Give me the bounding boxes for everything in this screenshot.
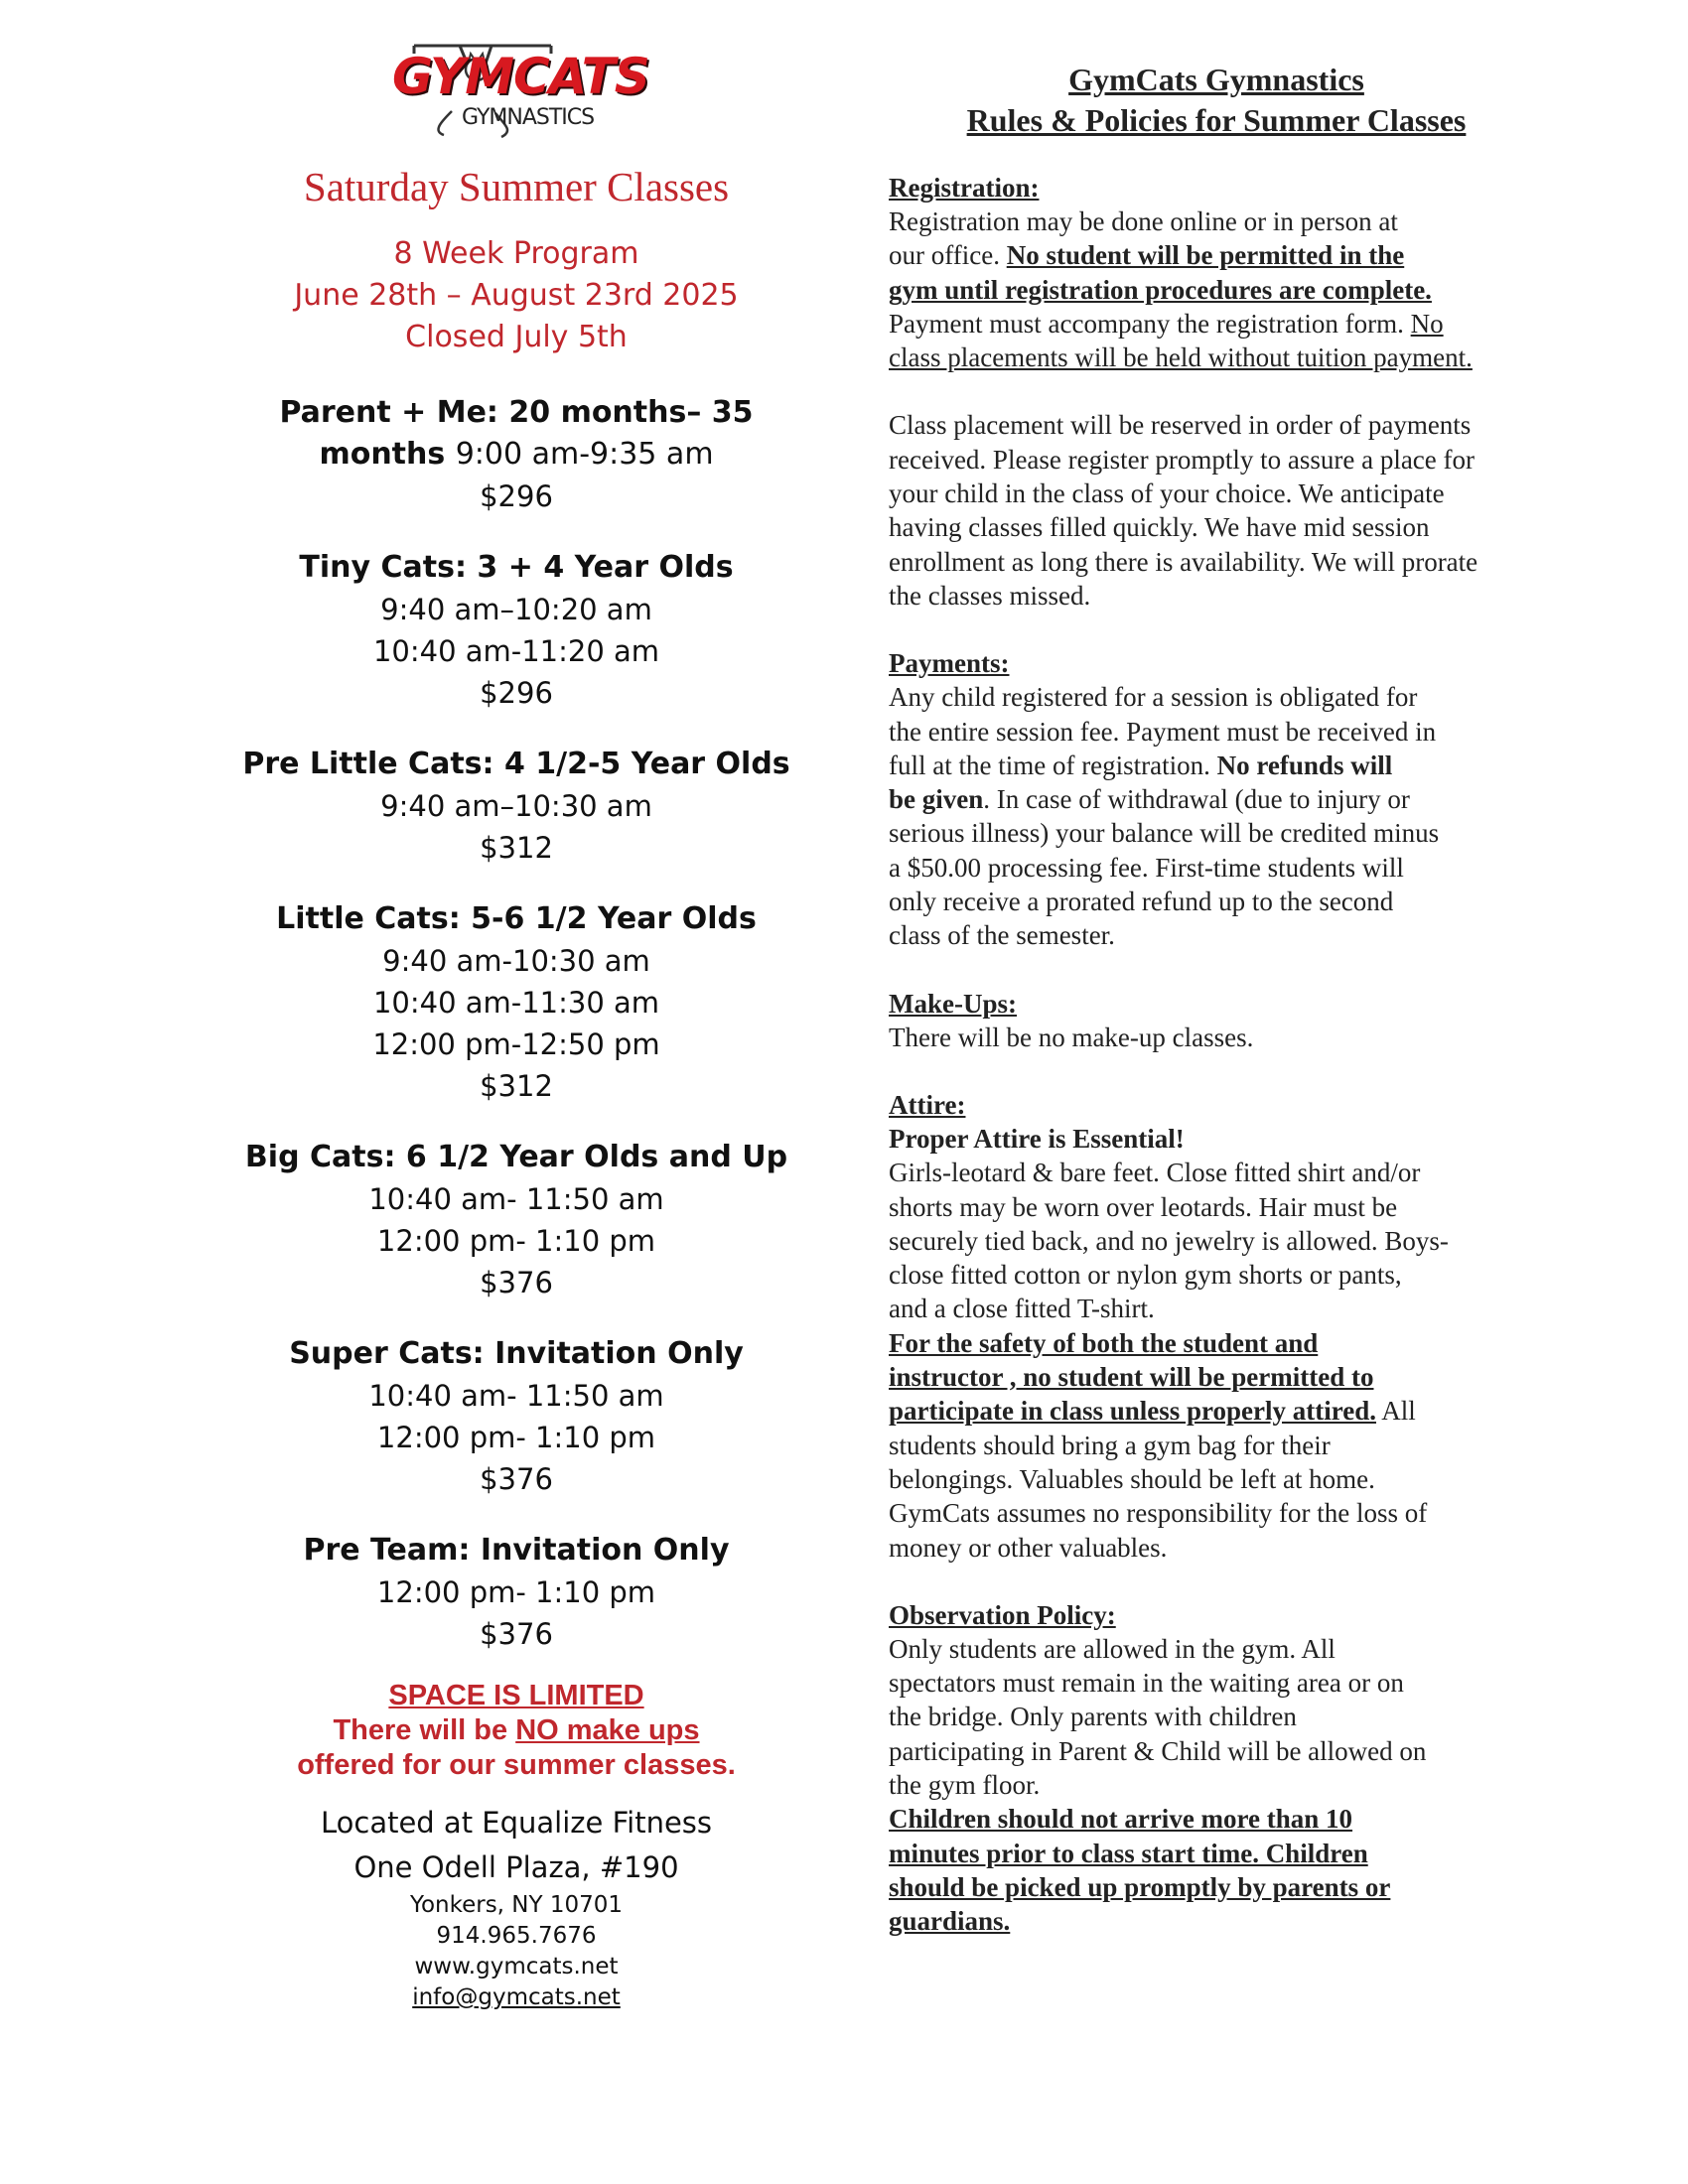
payments-heading: Payments:	[889, 648, 1010, 679]
text-span: full at the time of registration.	[889, 750, 1217, 780]
class-name-line2: months 9:00 am-9:35 am	[319, 437, 714, 473]
venue-name: Located at Equalize Fitness	[320, 1806, 713, 1841]
underline-span: No	[1410, 308, 1444, 339]
class-price: $376	[480, 1462, 553, 1497]
text-line: enrollment as long there is availability. We will prorate	[889, 546, 1478, 577]
class-time: 12:00 pm-12:50 pm	[372, 1027, 660, 1062]
class-block	[179, 547, 854, 714]
text-line: close fitted cotton or nylon gym shorts or pants,	[889, 1260, 1402, 1291]
class-time: 9:40 am–10:20 am	[380, 593, 652, 627]
text-span: All	[1376, 1396, 1416, 1427]
city-state-zip: Yonkers, NY 10701	[409, 1892, 624, 1919]
class-name: Pre Team: Invitation Only	[303, 1533, 730, 1569]
bold-span: No refunds will	[1216, 750, 1393, 780]
text-line: only receive a prorated refund up to the second	[889, 887, 1394, 917]
observation-heading: Observation Policy:	[889, 1599, 1116, 1630]
text-line	[889, 1394, 1534, 1428]
program-length: 8 Week Program	[393, 236, 639, 272]
policies-subtitle: Rules & Policies for Summer Classes	[966, 102, 1467, 138]
text-span: our office.	[889, 240, 1007, 271]
space-limited-notice	[179, 1679, 854, 1783]
text-line: participating in Parent & Child will be allowed on	[889, 1735, 1427, 1766]
emphasis-span: No student will be permitted in the	[1006, 240, 1405, 271]
text-span: . In case of withdrawal (due to injury or	[983, 784, 1410, 815]
text-line: For the safety of both the student and	[889, 1327, 1319, 1358]
text-line	[889, 782, 1534, 816]
text-line: class placements will be held without tuition payment.	[889, 342, 1473, 373]
class-block	[179, 1137, 854, 1303]
text-line	[889, 307, 1534, 341]
text-line: Class placement will be reserved in order of payments	[889, 410, 1472, 441]
attire-essential: Proper Attire is Essential!	[889, 1123, 1185, 1154]
text-line: the bridge. Only parents with children	[889, 1702, 1297, 1732]
class-price: $296	[480, 479, 553, 514]
class-block	[179, 1530, 854, 1655]
text-line: money or other valuables.	[889, 1532, 1168, 1563]
text-line: having classes filled quickly. We have mid session	[889, 512, 1430, 543]
class-block	[179, 392, 854, 517]
class-time: 10:40 am- 11:50 am	[368, 1182, 664, 1217]
text-line	[889, 749, 1534, 782]
class-price: $376	[480, 1266, 553, 1300]
text-line: guardians.	[889, 1906, 1011, 1937]
phone-number: 914.965.7676	[436, 1923, 597, 1950]
makeups-section	[889, 987, 1534, 1054]
location-info	[179, 1801, 854, 2013]
payments-section	[889, 646, 1534, 952]
program-closed: Closed July 5th	[405, 320, 628, 355]
class-time: 12:00 pm- 1:10 pm	[376, 1575, 656, 1610]
text-line: students should bring a gym bag for their	[889, 1430, 1331, 1460]
page-title: Saturday Summer Classes	[303, 164, 730, 209]
text-line: received. Please register promptly to assure a place for	[889, 444, 1476, 475]
emphasis-span: participate in class unless properly attired.	[889, 1396, 1376, 1427]
program-dates: June 28th – August 23rd 2025	[294, 278, 739, 314]
class-schedule-column	[179, 40, 854, 2013]
text-line: class of the semester.	[889, 920, 1115, 951]
text-line: the classes missed.	[889, 580, 1091, 611]
class-time: 10:40 am-11:30 am	[372, 986, 660, 1021]
text-line: Any child registered for a session is obligated for	[889, 682, 1418, 713]
class-price: $296	[480, 676, 553, 711]
text-line: should be picked up promptly by parents or	[889, 1871, 1391, 1902]
text-line: There will be no make-up classes.	[889, 1022, 1254, 1052]
class-block	[179, 1333, 854, 1500]
class-block	[179, 898, 854, 1107]
text-line: gym until registration procedures are complete.	[889, 274, 1432, 305]
street-address: One Odell Plaza, #190	[353, 1850, 679, 1885]
text-line: shorts may be worn over leotards. Hair must be	[889, 1191, 1398, 1222]
email-link[interactable]: info@gymcats.net	[412, 1984, 621, 2011]
text-line: Only students are allowed in the gym. All	[889, 1633, 1336, 1664]
class-name: Big Cats: 6 1/2 Year Olds and Up	[244, 1140, 788, 1175]
text-line: a $50.00 processing fee. First-time students will	[889, 852, 1404, 883]
makeups-heading: Make-Ups:	[889, 988, 1017, 1019]
text-span: Payment must accompany the registration form.	[889, 308, 1411, 339]
logo-sub-text: GYMNASTICS	[462, 105, 595, 130]
attire-section	[889, 1088, 1534, 1565]
class-name: Super Cats: Invitation Only	[289, 1336, 744, 1372]
text-line: spectators must remain in the waiting area or on	[889, 1668, 1404, 1699]
bold-span: be given	[889, 784, 984, 815]
registration-heading: Registration:	[889, 173, 1040, 203]
text-line: Girls-leotard & bare feet. Close fitted shirt and/or	[889, 1158, 1421, 1188]
website-link[interactable]: www.gymcats.net	[414, 1954, 619, 1980]
text-line: minutes prior to class start time. Children	[889, 1838, 1368, 1868]
class-time: 9:40 am–10:30 am	[380, 789, 652, 824]
text-line: GymCats assumes no responsibility for the loss of	[889, 1498, 1428, 1529]
text-line: Children should not arrive more than 10	[889, 1804, 1353, 1835]
class-time: 12:00 pm- 1:10 pm	[376, 1224, 656, 1259]
class-time: 10:40 am- 11:50 am	[368, 1379, 664, 1414]
text-line: Registration may be done online or in person at	[889, 206, 1398, 236]
class-block	[179, 744, 854, 869]
attire-heading: Attire:	[889, 1089, 966, 1120]
no-makeups-line	[179, 1713, 854, 1748]
logo-brand-text: GYMCATS	[392, 48, 649, 105]
class-name: Little Cats: 5-6 1/2 Year Olds	[276, 901, 757, 937]
space-limited-heading: SPACE IS LIMITED	[388, 1680, 644, 1712]
text-line: your child in the class of your choice. We anticipate	[889, 478, 1445, 509]
spacer	[889, 374, 1534, 408]
text-line: instructor , no student will be permitted to	[889, 1362, 1374, 1393]
text-line: belongings. Valuables should be left at home.	[889, 1463, 1375, 1494]
class-time: 10:40 am-11:20 am	[372, 634, 660, 669]
text-line	[889, 238, 1534, 272]
class-time: 12:00 pm- 1:10 pm	[376, 1421, 656, 1455]
class-time: 9:40 am-10:30 am	[382, 944, 650, 979]
gymcats-logo	[392, 40, 649, 149]
text-line: the entire session fee. Payment must be received in	[889, 716, 1437, 747]
text-line: securely tied back, and no jewelry is allowed. Boys-	[889, 1225, 1449, 1256]
class-name: Pre Little Cats: 4 1/2-5 Year Olds	[242, 747, 790, 782]
class-price: $376	[480, 1617, 553, 1652]
registration-section	[889, 171, 1534, 613]
text-line: and a close fitted T-shirt.	[889, 1294, 1155, 1324]
class-name: Tiny Cats: 3 + 4 Year Olds	[299, 550, 734, 586]
class-price: $312	[480, 831, 553, 866]
text-line: serious illness) your balance will be credited minus	[889, 818, 1440, 849]
class-name: Parent + Me: 20 months– 35	[279, 395, 754, 431]
observation-section	[889, 1598, 1534, 1939]
summer-classes-line: offered for our summer classes.	[297, 1749, 736, 1782]
policies-column	[889, 60, 1534, 1938]
no-makeups-emphasis: NO make ups	[515, 1714, 700, 1747]
policies-title: GymCats Gymnastics	[1068, 62, 1364, 97]
program-info	[179, 233, 854, 358]
class-price: $312	[480, 1069, 553, 1104]
no-makeups-prefix: There will be	[333, 1714, 516, 1747]
text-line: the gym floor.	[889, 1769, 1041, 1800]
